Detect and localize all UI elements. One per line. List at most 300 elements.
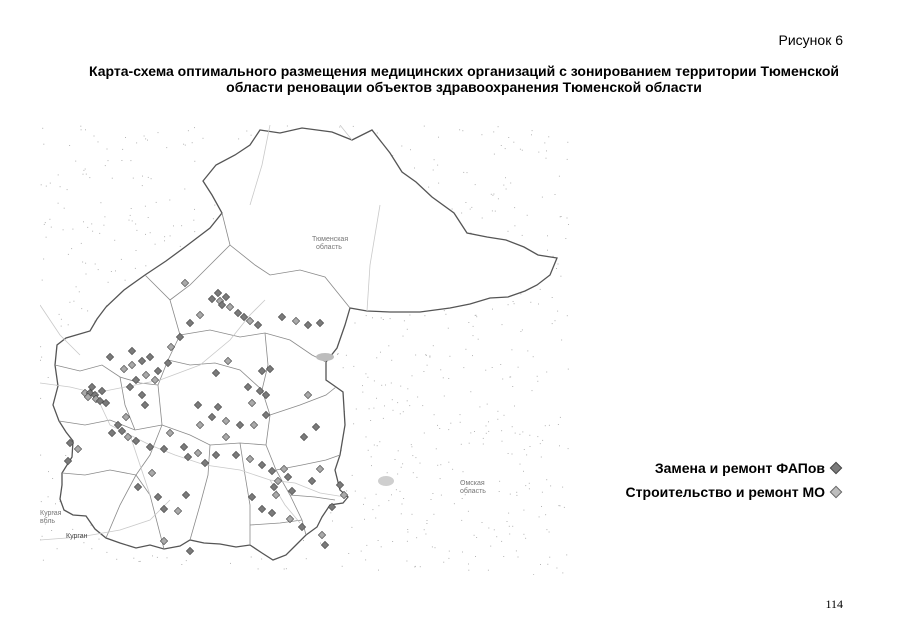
speckle-dot (485, 370, 486, 371)
speckle-dot (148, 217, 149, 218)
speckle-dot (550, 485, 551, 486)
speckle-dot (403, 498, 404, 499)
speckle-dot (166, 147, 167, 148)
speckle-dot (546, 479, 547, 480)
speckle-dot (503, 185, 504, 186)
speckle-dot (552, 323, 553, 324)
speckle-dot (516, 495, 517, 496)
speckle-dot (437, 465, 438, 466)
speckle-dot (465, 202, 466, 203)
speckle-dot (46, 186, 47, 187)
lake (378, 476, 394, 486)
speckle-dot (434, 159, 435, 160)
speckle-dot (181, 564, 182, 565)
speckle-dot (337, 354, 338, 355)
speckle-dot (343, 367, 344, 368)
speckle-dot (454, 503, 455, 504)
speckle-dot (559, 176, 560, 177)
speckle-dot (107, 149, 108, 150)
speckle-dot (483, 444, 484, 445)
speckle-dot (483, 438, 484, 439)
legend (626, 456, 843, 504)
speckle-dot (49, 219, 50, 220)
speckle-dot (400, 386, 401, 387)
speckle-dot (401, 513, 402, 514)
speckle-dot (452, 469, 453, 470)
speckle-dot (509, 526, 510, 527)
speckle-dot (513, 301, 514, 302)
kurgan-region-label: вбль (40, 518, 56, 525)
speckle-dot (67, 189, 68, 190)
speckle-dot (514, 406, 515, 407)
speckle-dot (145, 234, 146, 235)
speckle-dot (540, 564, 541, 565)
speckle-dot (392, 541, 393, 542)
speckle-dot (514, 303, 515, 304)
speckle-dot (145, 265, 146, 266)
speckle-dot (145, 138, 146, 139)
speckle-dot (470, 209, 471, 210)
speckle-dot (463, 172, 464, 173)
speckle-dot (530, 446, 531, 447)
speckle-dot (395, 459, 396, 460)
speckle-dot (170, 235, 171, 236)
speckle-dot (147, 140, 148, 141)
speckle-dot (492, 367, 493, 368)
speckle-dot (363, 504, 364, 505)
speckle-dot (412, 455, 413, 456)
speckle-dot (63, 229, 64, 230)
speckle-dot (439, 428, 440, 429)
speckle-dot (467, 172, 468, 173)
speckle-dot (376, 494, 377, 495)
speckle-dot (100, 202, 101, 203)
speckle-dot (532, 390, 533, 391)
speckle-dot (89, 177, 90, 178)
speckle-dot (58, 174, 59, 175)
speckle-dot (99, 539, 100, 540)
speckle-dot (374, 380, 375, 381)
speckle-dot (158, 132, 159, 133)
speckle-dot (468, 511, 469, 512)
speckle-dot (164, 240, 165, 241)
speckle-dot (502, 379, 503, 380)
speckle-dot (52, 478, 53, 479)
speckle-dot (390, 318, 391, 319)
speckle-dot (381, 546, 382, 547)
speckle-dot (48, 496, 49, 497)
speckle-dot (514, 207, 515, 208)
speckle-dot (287, 126, 288, 127)
speckle-dot (547, 250, 548, 251)
speckle-dot (513, 142, 514, 143)
speckle-dot (342, 566, 343, 567)
speckle-dot (407, 400, 408, 401)
speckle-dot (380, 352, 381, 353)
speckle-dot (261, 559, 262, 560)
speckle-dot (203, 138, 204, 139)
speckle-dot (438, 183, 439, 184)
speckle-dot (68, 324, 69, 325)
speckle-dot (416, 537, 417, 538)
speckle-dot (448, 558, 449, 559)
kurgan-region-label: Кургая (40, 510, 62, 517)
diamond-dark-icon (829, 461, 843, 475)
speckle-dot (567, 142, 568, 143)
speckle-dot (79, 291, 80, 292)
omsk-label: область (460, 488, 486, 495)
speckle-dot (557, 311, 558, 312)
speckle-dot (367, 377, 368, 378)
speckle-dot (355, 491, 356, 492)
speckle-dot (542, 492, 543, 493)
speckle-dot (532, 130, 533, 131)
speckle-dot (541, 506, 542, 507)
speckle-dot (86, 174, 87, 175)
speckle-dot (372, 317, 373, 318)
speckle-dot (527, 350, 528, 351)
speckle-dot (498, 198, 499, 199)
speckle-dot (475, 556, 476, 557)
speckle-dot (111, 271, 112, 272)
speckle-dot (51, 227, 52, 228)
speckle-dot (494, 154, 495, 155)
speckle-dot (545, 425, 546, 426)
speckle-dot (112, 178, 113, 179)
speckle-dot (72, 529, 73, 530)
speckle-dot (478, 339, 479, 340)
speckle-dot (425, 354, 426, 355)
speckle-dot (407, 541, 408, 542)
speckle-dot (376, 357, 377, 358)
speckle-dot (92, 231, 93, 232)
speckle-dot (482, 522, 483, 523)
speckle-dot (69, 302, 70, 303)
speckle-dot (41, 501, 42, 502)
speckle-dot (251, 135, 252, 136)
speckle-dot (40, 360, 41, 361)
speckle-dot (169, 200, 170, 201)
speckle-dot (558, 505, 559, 506)
speckle-dot (476, 315, 477, 316)
speckle-dot (397, 402, 398, 403)
speckle-dot (366, 436, 367, 437)
speckle-dot (559, 445, 560, 446)
speckle-dot (365, 498, 366, 499)
speckle-dot (135, 268, 136, 269)
speckle-dot (103, 225, 104, 226)
speckle-dot (45, 222, 46, 223)
speckle-dot (495, 211, 496, 212)
speckle-dot (555, 194, 556, 195)
speckle-dot (564, 507, 565, 508)
speckle-dot (351, 527, 352, 528)
speckle-dot (501, 541, 502, 542)
speckle-dot (548, 136, 549, 137)
speckle-dot (503, 556, 504, 557)
speckle-dot (284, 569, 285, 570)
speckle-dot (71, 248, 72, 249)
speckle-dot (85, 129, 86, 130)
speckle-dot (385, 385, 386, 386)
speckle-dot (69, 145, 70, 146)
speckle-dot (492, 210, 493, 211)
speckle-dot (48, 377, 49, 378)
speckle-dot (407, 532, 408, 533)
speckle-dot (486, 433, 487, 434)
speckle-dot (98, 141, 99, 142)
speckle-dot (433, 170, 434, 171)
speckle-dot (86, 274, 87, 275)
speckle-dot (560, 216, 561, 217)
speckle-dot (372, 509, 373, 510)
speckle-dot (547, 564, 548, 565)
speckle-dot (546, 529, 547, 530)
speckle-dot (402, 504, 403, 505)
speckle-dot (474, 535, 475, 536)
speckle-dot (188, 130, 189, 131)
speckle-dot (353, 126, 354, 127)
speckle-dot (43, 560, 44, 561)
speckle-dot (504, 415, 505, 416)
speckle-dot (44, 224, 45, 225)
speckle-dot (366, 315, 367, 316)
speckle-dot (186, 560, 187, 561)
speckle-dot (426, 523, 427, 524)
speckle-dot (433, 345, 434, 346)
speckle-dot (463, 471, 464, 472)
speckle-dot (381, 317, 382, 318)
speckle-dot (544, 142, 545, 143)
speckle-dot (491, 194, 492, 195)
fap-marker (321, 541, 328, 548)
speckle-dot (401, 467, 402, 468)
speckle-dot (371, 465, 372, 466)
speckle-dot (470, 432, 471, 433)
mo-marker (318, 531, 325, 538)
speckle-dot (518, 367, 519, 368)
speckle-dot (133, 178, 134, 179)
speckle-dot (81, 243, 82, 244)
speckle-dot (476, 537, 477, 538)
speckle-dot (502, 324, 503, 325)
speckle-dot (388, 345, 389, 346)
speckle-dot (95, 264, 96, 265)
speckle-dot (320, 543, 321, 544)
speckle-dot (431, 499, 432, 500)
speckle-dot (51, 530, 52, 531)
speckle-dot (98, 269, 99, 270)
speckle-dot (374, 445, 375, 446)
speckle-dot (286, 568, 287, 569)
speckle-dot (412, 514, 413, 515)
region-map (40, 125, 570, 575)
speckle-dot (403, 336, 404, 337)
speckle-dot (413, 472, 414, 473)
speckle-dot (377, 445, 378, 446)
speckle-dot (375, 518, 376, 519)
speckle-dot (75, 161, 76, 162)
speckle-dot (42, 536, 43, 537)
speckle-dot (400, 413, 401, 414)
speckle-dot (529, 483, 530, 484)
speckle-dot (465, 349, 466, 350)
speckle-dot (452, 209, 453, 210)
speckle-dot (507, 521, 508, 522)
speckle-dot (448, 378, 449, 379)
speckle-dot (533, 574, 534, 575)
speckle-dot (449, 551, 450, 552)
speckle-dot (444, 396, 445, 397)
speckle-dot (568, 224, 569, 225)
speckle-dot (538, 152, 539, 153)
speckle-dot (152, 555, 153, 556)
speckle-dot (443, 562, 444, 563)
speckle-dot (348, 553, 349, 554)
speckle-dot (381, 385, 382, 386)
speckle-dot (258, 568, 259, 569)
speckle-dot (561, 340, 562, 341)
speckle-dot (403, 411, 404, 412)
speckle-dot (529, 488, 530, 489)
speckle-dot (383, 418, 384, 419)
speckle-dot (407, 329, 408, 330)
speckle-dot (498, 126, 499, 127)
speckle-dot (81, 129, 82, 130)
speckle-dot (512, 386, 513, 387)
speckle-dot (501, 145, 502, 146)
speckle-dot (57, 548, 58, 549)
speckle-dot (412, 375, 413, 376)
speckle-dot (508, 137, 509, 138)
legend-item-fap (626, 456, 843, 480)
speckle-dot (450, 423, 451, 424)
speckle-dot (387, 472, 388, 473)
speckle-dot (58, 203, 59, 204)
speckle-dot (560, 505, 561, 506)
lake (316, 353, 334, 361)
region-outline (53, 128, 557, 560)
speckle-dot (494, 529, 495, 530)
speckle-dot (50, 183, 51, 184)
speckle-dot (108, 160, 109, 161)
speckle-dot (537, 381, 538, 382)
speckle-dot (460, 422, 461, 423)
speckle-dot (156, 202, 157, 203)
speckle-dot (362, 392, 363, 393)
speckle-dot (155, 244, 156, 245)
speckle-dot (125, 280, 126, 281)
speckle-dot (468, 564, 469, 565)
speckle-dot (493, 194, 494, 195)
speckle-dot (142, 176, 143, 177)
speckle-dot (519, 434, 520, 435)
speckle-dot (68, 254, 69, 255)
speckle-dot (81, 308, 82, 309)
speckle-dot (193, 220, 194, 221)
speckle-dot (424, 529, 425, 530)
speckle-dot (505, 148, 506, 149)
speckle-dot (533, 356, 534, 357)
speckle-dot (445, 314, 446, 315)
speckle-dot (479, 406, 480, 407)
legend-label-mo: Строительство и ремонт МО (625, 484, 825, 500)
speckle-dot (424, 126, 425, 127)
speckle-dot (41, 184, 42, 185)
speckle-dot (459, 129, 460, 130)
speckle-dot (424, 315, 425, 316)
speckle-dot (437, 425, 438, 426)
speckle-dot (514, 225, 515, 226)
speckle-dot (441, 495, 442, 496)
speckle-dot (512, 426, 513, 427)
speckle-dot (157, 557, 158, 558)
speckle-dot (434, 414, 435, 415)
speckle-dot (522, 431, 523, 432)
city-label: Курган (66, 533, 88, 540)
speckle-dot (472, 355, 473, 356)
speckle-dot (303, 540, 304, 541)
speckle-dot (369, 408, 370, 409)
speckle-dot (567, 159, 568, 160)
speckle-dot (524, 449, 525, 450)
speckle-dot (99, 233, 100, 234)
speckle-dot (87, 227, 88, 228)
speckle-dot (136, 230, 137, 231)
speckle-dot (527, 215, 528, 216)
speckle-dot (424, 433, 425, 434)
speckle-dot (505, 177, 506, 178)
speckle-dot (440, 478, 441, 479)
speckle-dot (116, 559, 117, 560)
speckle-dot (48, 471, 49, 472)
figure-label: Рисунок 6 (778, 32, 843, 48)
speckle-dot (411, 444, 412, 445)
speckle-dot (125, 137, 126, 138)
speckle-dot (562, 487, 563, 488)
speckle-dot (364, 519, 365, 520)
speckle-dot (420, 566, 421, 567)
speckle-dot (488, 528, 489, 529)
speckle-dot (500, 364, 501, 365)
speckle-dot (556, 268, 557, 269)
speckle-dot (409, 405, 410, 406)
diamond-light-icon (829, 485, 843, 499)
speckle-dot (522, 329, 523, 330)
speckle-dot (402, 463, 403, 464)
speckle-dot (65, 455, 66, 456)
speckle-dot (361, 551, 362, 552)
speckle-dot (488, 431, 489, 432)
speckle-dot (91, 548, 92, 549)
speckle-dot (520, 149, 521, 150)
speckle-dot (401, 146, 402, 147)
speckle-dot (181, 225, 182, 226)
speckle-dot (135, 224, 136, 225)
speckle-dot (185, 145, 186, 146)
speckle-dot (520, 331, 521, 332)
speckle-dot (547, 235, 548, 236)
speckle-dot (391, 494, 392, 495)
speckle-dot (567, 218, 568, 219)
speckle-dot (365, 559, 366, 560)
speckle-dot (496, 536, 497, 537)
speckle-dot (82, 262, 83, 263)
speckle-dot (366, 545, 367, 546)
speckle-dot (432, 546, 433, 547)
speckle-dot (539, 516, 540, 517)
speckle-dot (520, 293, 521, 294)
